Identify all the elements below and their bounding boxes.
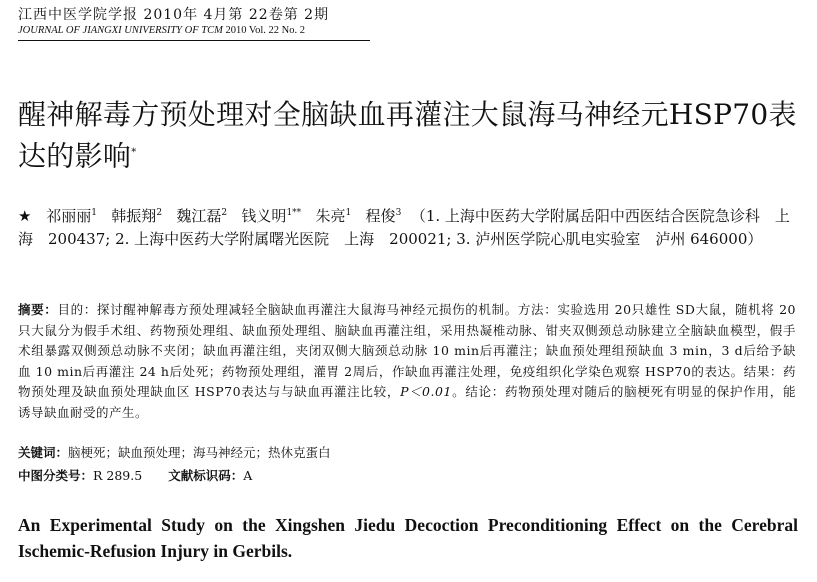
clc-value: R 289.5 — [93, 468, 143, 483]
author-name: 程俊 — [365, 207, 396, 225]
doc-code-value: A — [243, 468, 253, 483]
doc-code-label: 文献标识码： — [168, 468, 244, 483]
p-value: P＜0.01 — [400, 384, 452, 399]
header-rule — [18, 40, 370, 41]
abstract-conclusion: 。结论：药物预处理对随后的脑梗死有明显的保护作用，能诱导缺血耐受的产生。 — [18, 384, 796, 420]
affiliations: （1. 上海中医药大学附属岳阳中西医结合医院急诊科 上海 200437; 2. 上海中医药大学附属曙光医院 上海 200021; 3. 泸州医学院心肌电实验室 泸州 646000） — [18, 207, 790, 248]
clc-label: 中图分类号： — [18, 468, 94, 483]
author-name: 朱亮 — [315, 207, 346, 225]
author-name: 魏江磊 — [176, 207, 222, 225]
keywords — [18, 443, 796, 463]
journal-title-en: JOURNAL OF JIANGXI UNIVERSITY OF TCM — [18, 25, 223, 36]
keywords-text: 脑梗死；缺血预处理；海马神经元；热休克蛋白 — [68, 445, 331, 460]
author-name: 祁丽丽 — [46, 207, 92, 225]
author-sup: 1 — [345, 208, 352, 218]
author-sup: 2 — [156, 208, 163, 218]
journal-issue-en: 2010 Vol. 22 No. 2 — [225, 25, 306, 36]
title-footnote-mark: * — [131, 147, 137, 158]
keywords-label: 关键词： — [18, 445, 69, 460]
article-title — [18, 96, 798, 175]
author-sup: 2 — [221, 208, 228, 218]
abstract-label: 摘要： — [18, 302, 58, 317]
abstract — [18, 300, 796, 423]
journal-name-en — [18, 24, 370, 38]
fund-star-icon: ★ — [18, 207, 32, 225]
author-sup: 3 — [395, 208, 402, 218]
journal-name-cn: 江西中医学院学报 2010年 4月第 22卷第 2期 — [18, 7, 330, 23]
english-title: An Experimental Study on the Xingshen Jiedu Decoction Preconditioning Effect on the Cerebral Ischemic-Refusion Injury in Gerbils. — [18, 515, 798, 561]
author-sup: 1 — [91, 208, 97, 218]
classification — [18, 466, 796, 486]
article-title-text: 醒神解毒方预处理对全脑缺血再灌注大鼠海马神经元HSP70表达的影响 — [18, 98, 797, 173]
journal-header — [18, 6, 370, 41]
author-name: 韩振翔 — [111, 207, 157, 225]
author-block — [18, 202, 796, 251]
author-name: 钱义明 — [241, 207, 287, 225]
author-sup: 1** — [286, 208, 302, 218]
abstract-text: 目的：探讨醒神解毒方预处理减轻全脑缺血再灌注大鼠海马神经元损伤的机制。方法：实验选用 20只雄性 SD大鼠，随机将 20只大鼠分为假手术组、药物预处理组、缺血预处理组、脑缺血再灌注组，采用热凝椎动脉、钳夹双侧颈总动脉建立全脑缺血模型，假手术组暴露双侧颈总动脉不夹闭；缺血再灌注组，夹闭双侧大脑颈总动脉 10 min后再灌注；缺血预处理组预缺血 3 min，3 d后给予缺血 10 min后再灌注 24 h后处死；药物预处理组，灌胃 2周后，作缺血再灌注处理，免疫组织化学染色观察 HSP70的表达。结果：药物预处理及缺血预处理缺血区 HSP70表达与与缺血再灌注比较， — [18, 302, 796, 399]
